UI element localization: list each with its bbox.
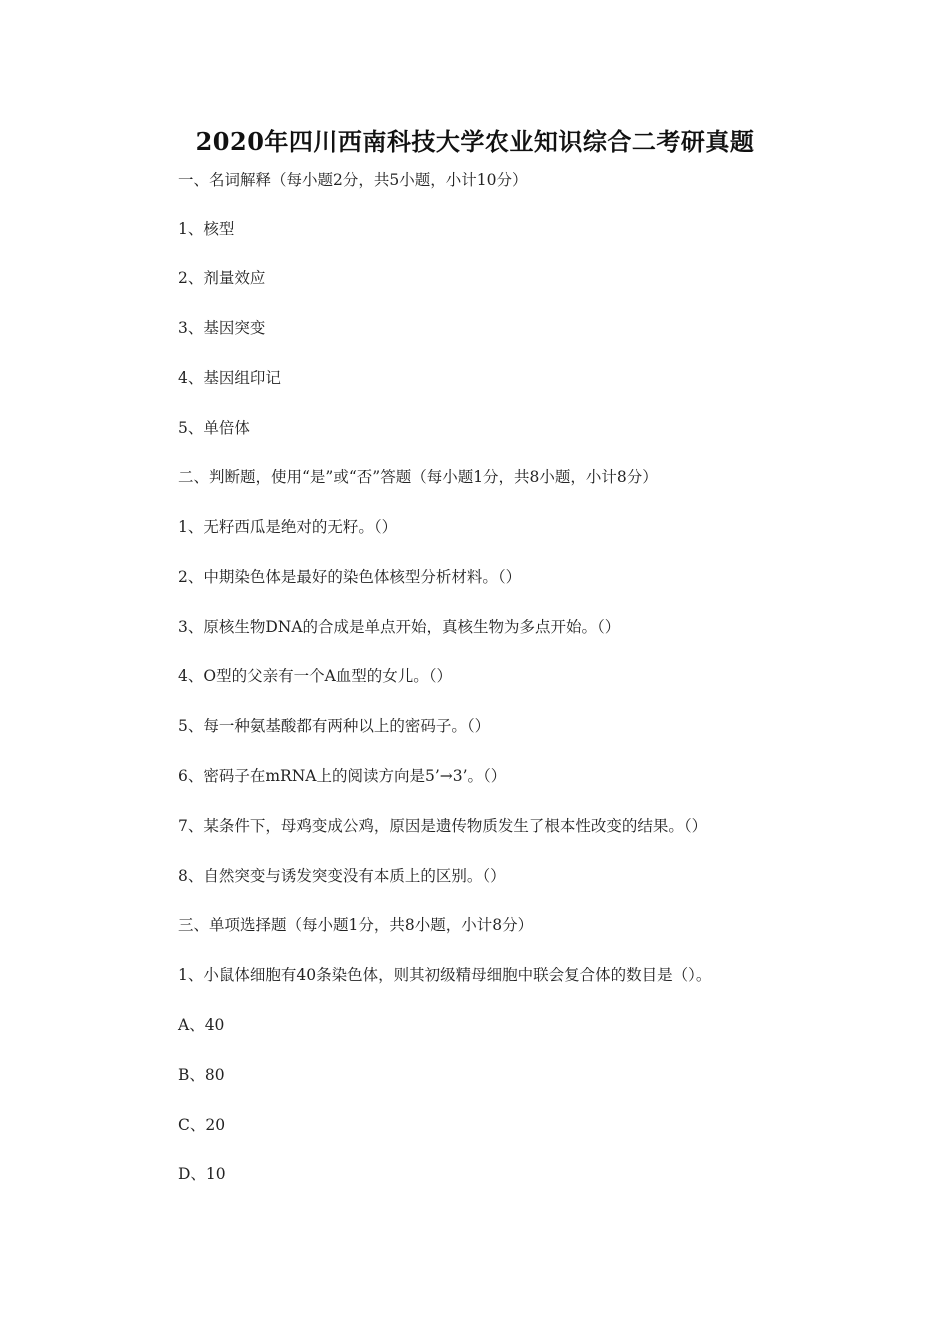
term-item: 5、单倍体 <box>178 419 250 437</box>
section-heading-3: 三、单项选择题（每小题1分，共8小题，小计8分） <box>178 916 534 934</box>
choice-option: A、40 <box>178 1016 225 1034</box>
term-item: 4、基因组印记 <box>178 369 281 387</box>
choice-option: B、80 <box>178 1066 225 1084</box>
judgment-item: 2、中期染色体是最好的染色体核型分析材料。（） <box>178 568 522 586</box>
section-heading-2: 二、判断题，使用“是”或“否”答题（每小题1分，共8小题，小计8分） <box>178 468 658 486</box>
term-item: 2、剂量效应 <box>178 269 266 287</box>
choice-option: C、20 <box>178 1116 226 1134</box>
judgment-item: 6、密码子在mRNA上的阅读方向是5’→3’。（） <box>178 767 507 785</box>
section-heading-1: 一、名词解释（每小题2分，共5小题，小计10分） <box>178 171 528 189</box>
judgment-item: 1、无籽西瓜是绝对的无籽。（） <box>178 518 398 536</box>
judgment-item: 7、某条件下，母鸡变成公鸡，原因是遗传物质发生了根本性改变的结果。（） <box>178 817 708 835</box>
choice-question: 1、小鼠体细胞有40条染色体，则其初级精母细胞中联会复合体的数目是（）。 <box>178 966 712 984</box>
page-title: 2020年四川西南科技大学农业知识综合二考研真题 <box>195 127 755 156</box>
judgment-item: 3、原核生物DNA的合成是单点开始，真核生物为多点开始。（） <box>178 618 621 636</box>
judgment-item: 4、O型的父亲有一个A血型的女儿。（） <box>178 667 453 685</box>
judgment-item: 8、自然突变与诱发突变没有本质上的区别。（） <box>178 867 506 885</box>
choice-option: D、10 <box>178 1165 226 1183</box>
judgment-item: 5、每一种氨基酸都有两种以上的密码子。（） <box>178 717 491 735</box>
term-item: 3、基因突变 <box>178 319 266 337</box>
term-item: 1、核型 <box>178 220 235 238</box>
